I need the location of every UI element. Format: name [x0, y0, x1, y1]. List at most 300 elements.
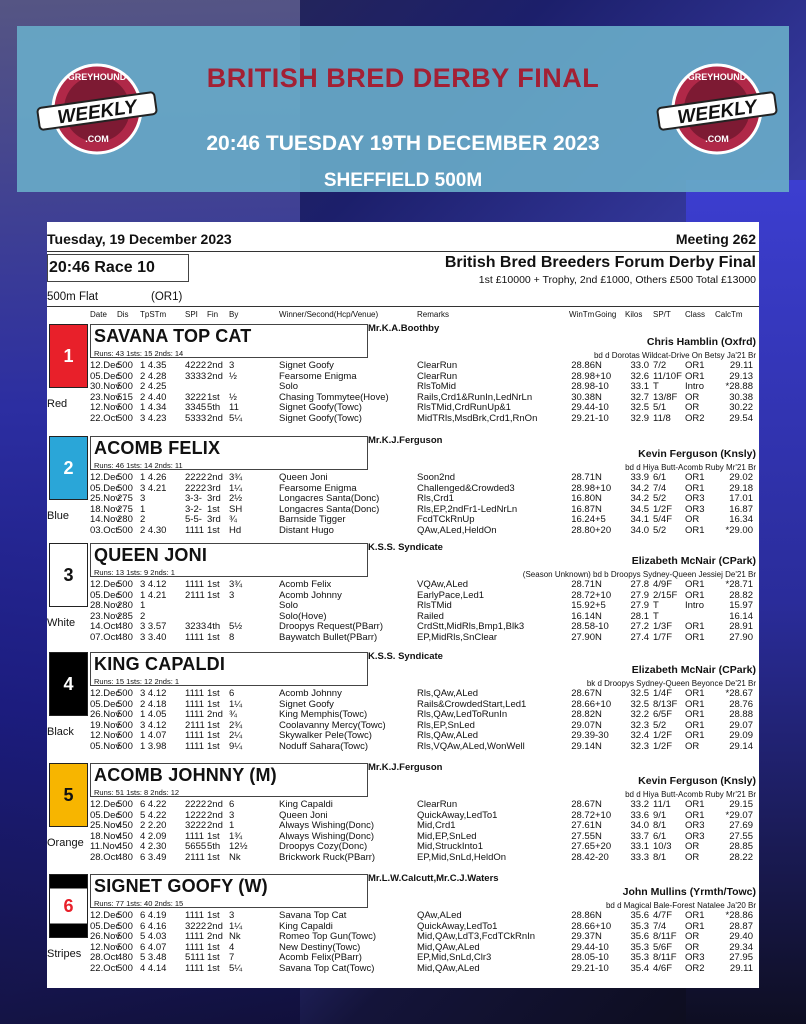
form-cell: Droopys Request(PBarr): [279, 621, 384, 632]
form-cell: 11/10F: [653, 370, 682, 382]
form-cell: 4/6F: [653, 962, 673, 974]
form-cell: 27.90: [571, 631, 595, 643]
greyhound-weekly-logo-left: [36, 58, 158, 156]
form-cell: N: [595, 360, 602, 371]
form-cell: 1 4.34: [140, 402, 167, 413]
form-cell: N: [595, 709, 602, 720]
form-cell: 32.3: [630, 740, 649, 752]
form-cell: 11/1: [653, 799, 671, 810]
form-cell: 34.5: [630, 503, 649, 515]
runner-name-box: [90, 436, 368, 470]
form-cell: 5/2: [653, 524, 667, 536]
form-cell: OR3: [685, 952, 705, 963]
column-header: By: [229, 310, 239, 319]
form-cell: OR1: [685, 799, 705, 810]
form-cell: 33.7: [630, 830, 649, 842]
form-cell: CrdStt,MidRls,Bmp1,Blk3: [417, 621, 525, 632]
form-cell: 1111: [185, 631, 205, 643]
form-cell: 2 4.40: [140, 391, 167, 403]
form-cell: 29.44: [571, 402, 595, 413]
form-cell: Solo: [279, 600, 299, 611]
form-cell: Solo(Hove): [279, 610, 327, 622]
form-row: [47, 953, 759, 964]
form-cell: N: [595, 688, 602, 699]
form-cell: 28.Nov: [90, 600, 121, 611]
breeding: bd d Dorotas Wildcat-Drive On Betsy Ja'21 Br: [593, 351, 756, 360]
form-cell: N: [595, 579, 602, 590]
form-cell: OR: [685, 514, 700, 525]
form-cell: OR1: [685, 360, 705, 371]
column-header: Fin: [207, 310, 219, 319]
form-cell: 27.9: [630, 600, 649, 611]
form-cell: 1/2F: [653, 740, 673, 752]
form-cell: 34.2: [630, 493, 649, 504]
form-cell: 28.98: [571, 482, 595, 494]
form-cell: 2nd: [207, 799, 223, 810]
card-date: Tuesday, 19 December 2023: [47, 231, 232, 247]
trap-colour: White: [47, 617, 76, 629]
form-cell: 28.72: [571, 809, 595, 821]
form-cell: 1222: [185, 809, 207, 821]
form-cell: 22.Oct: [90, 962, 118, 974]
banner-venue: SHEFFIELD 500M: [323, 170, 483, 191]
form-cell: +20: [595, 841, 612, 852]
form-cell: 3-3-: [185, 493, 202, 504]
form-cell: 1st: [207, 719, 220, 731]
form-cell: -10: [595, 621, 609, 632]
form-cell: 29.54: [729, 412, 753, 424]
form-cell: 5¼: [229, 412, 243, 424]
form-cell: Savana Top Cat(Towc): [279, 962, 375, 974]
form-cell: 05.Dec: [90, 370, 121, 382]
form-cell: 2111: [185, 719, 205, 731]
form-cell: 1111: [185, 962, 205, 974]
form-cell: 1¼: [229, 920, 243, 932]
form-cell: 1st: [207, 941, 220, 953]
logo-top-text-right: GREYHOUND: [687, 72, 747, 82]
runner-name: QUEEN JONI: [94, 545, 208, 565]
form-cell: 22.Oct: [90, 412, 118, 424]
form-cell: OR: [685, 402, 700, 413]
form-cell: 05.Dec: [90, 920, 121, 932]
form-cell: N: [595, 472, 602, 483]
form-cell: 28.1: [630, 610, 649, 622]
form-cell: 500: [117, 920, 133, 932]
owner: Mr.K.J.Ferguson: [368, 435, 443, 446]
form-cell: -10: [595, 412, 609, 424]
form-cell: OR1: [685, 920, 705, 932]
form-cell: 07.Oct: [90, 631, 118, 643]
form-cell: 1/3F: [653, 621, 673, 632]
breeding: bk d Droopys Sydney-Queen Beyonce De'21 Br: [586, 679, 756, 688]
column-header: Class: [685, 310, 706, 319]
form-cell: 6/1: [653, 830, 667, 842]
form-cell: 2/15F: [653, 589, 678, 601]
form-cell: Nk: [229, 851, 241, 863]
form-cell: 25.Nov: [90, 493, 121, 504]
form-cell: OR: [685, 931, 700, 942]
breeding: bd d Hiya Butt-Acomb Ruby Mr'21 Br: [625, 463, 756, 472]
form-cell: N: [595, 740, 602, 752]
form-cell: Railed: [417, 610, 444, 622]
form-cell: 2111: [185, 851, 205, 863]
form-cell: 480: [117, 621, 133, 632]
column-header: Going: [595, 310, 617, 319]
form-cell: -10: [595, 402, 609, 413]
form-cell: 05.Dec: [90, 589, 121, 601]
form-cell: OR2: [685, 962, 705, 974]
owner: Mr.K.J.Ferguson: [368, 762, 443, 773]
form-cell: N: [595, 610, 602, 622]
form-cell: 1: [229, 820, 235, 831]
form-cell: 4th: [207, 621, 221, 632]
form-cell: 27.9: [630, 589, 649, 601]
form-cell: OR3: [685, 493, 705, 504]
form-cell: Intro: [685, 381, 705, 392]
form-cell: 4/9F: [653, 579, 673, 590]
form-cell: King Capaldi: [279, 799, 333, 810]
form-cell: 16.80: [571, 493, 595, 504]
form-cell: N: [595, 799, 602, 810]
form-cell: Acomb Johnny: [279, 688, 342, 699]
form-cell: 32.4: [630, 730, 649, 741]
form-cell: 7: [229, 952, 235, 963]
form-cell: 28.98: [571, 381, 595, 392]
form-cell: 6 4.07: [140, 941, 167, 953]
form-cell: 28.82: [729, 589, 753, 601]
form-cell: 12.Nov: [90, 941, 121, 953]
form-cell: ¾: [229, 709, 237, 720]
form-cell: 29.11: [729, 962, 753, 974]
form-cell: 12.Nov: [90, 730, 121, 741]
form-cell: 2nd: [207, 920, 223, 932]
form-cell: 2nd: [207, 809, 223, 821]
form-cell: Queen Joni: [279, 809, 328, 821]
trap-colour: Red: [47, 398, 68, 410]
runner-name-box: [90, 874, 368, 908]
owner: Mr.K.A.Boothby: [368, 323, 440, 334]
form-cell: Skywalker Pele(Towc): [279, 730, 372, 741]
race-distance: 500m Flat: [47, 291, 99, 303]
form-cell: 1 4.21: [140, 589, 167, 601]
form-cell: 18.Nov: [90, 830, 121, 842]
runner-name: KING CAPALDI: [94, 654, 226, 674]
logo-main-text-right: WEEKLY: [676, 96, 759, 129]
form-cell: *28.86: [725, 910, 753, 921]
form-cell: 1¼: [229, 482, 243, 494]
form-cell: 3rd: [207, 514, 221, 525]
form-cell: 32.9: [630, 412, 649, 424]
meeting-number: Meeting 262: [675, 231, 756, 247]
form-cell: 5/4F: [653, 514, 673, 525]
form-cell: Brickwork Ruck(PBarr): [279, 851, 376, 863]
form-cell: 2nd: [207, 370, 223, 382]
form-cell: 2 2.20: [140, 820, 167, 831]
form-cell: 32.7: [630, 391, 649, 403]
form-cell: 29.39: [571, 730, 595, 741]
form-cell: 1st: [207, 631, 220, 643]
form-cell: 28.42: [571, 851, 595, 863]
form-cell: OR1: [685, 698, 705, 710]
racecard: [47, 222, 759, 988]
trap-number-5: 5: [49, 763, 88, 827]
form-cell: 28.87: [729, 920, 753, 932]
form-cell: OR: [685, 841, 700, 852]
form-cell: 500: [117, 360, 133, 371]
form-cell: 275: [117, 493, 133, 504]
form-cell: 500: [117, 524, 133, 536]
form-cell: 29.15: [729, 799, 753, 810]
form-cell: 29.34: [729, 941, 753, 953]
breeding: (Season Unknown) bd b Droopys Sydney-Queen Jessiej De'21 Br: [522, 570, 756, 579]
column-header: SP/T: [653, 310, 671, 319]
form-cell: 16.87: [729, 503, 753, 515]
form-cell: 32.3: [630, 719, 649, 731]
form-cell: Baywatch Bullet(PBarr): [279, 631, 378, 643]
form-cell: 28.67: [571, 688, 595, 699]
column-header: CalcTm: [715, 310, 743, 319]
banner-title: BRITISH BRED DERBY FINAL: [206, 63, 600, 93]
trap-number-6: 6: [49, 874, 88, 938]
form-cell: Acomb Felix: [279, 579, 332, 590]
form-cell: 5333: [185, 412, 207, 424]
runner-stats: Runs: 77 1sts: 40 2nds: 15: [94, 899, 184, 908]
form-cell: 05.Nov: [90, 740, 121, 752]
form-cell: 3rd: [207, 493, 221, 504]
form-cell: +10: [595, 920, 612, 932]
form-cell: 8: [229, 631, 235, 643]
form-cell: T: [653, 600, 659, 611]
form-row: [47, 414, 759, 425]
form-cell: -10: [595, 952, 609, 963]
form-cell: 2: [140, 514, 146, 525]
form-cell: 25.Nov: [90, 820, 121, 831]
form-cell: 1111: [185, 579, 205, 590]
form-cell: 15.97: [729, 600, 753, 611]
form-cell: Distant Hugo: [279, 524, 334, 536]
form-cell: OR1: [685, 579, 705, 590]
form-cell: 1/4F: [653, 688, 673, 699]
form-cell: N: [595, 391, 602, 403]
breeding: bd d Hiya Butt-Acomb Ruby Mr'21 Br: [625, 790, 756, 799]
form-cell: 26.Nov: [90, 931, 121, 942]
form-cell: Mid,QAw,ALed: [417, 962, 480, 974]
form-cell: 500: [117, 579, 133, 590]
form-cell: Signet Goofy(Towc): [279, 412, 362, 424]
form-cell: 1/7F: [653, 631, 673, 643]
form-cell: 2nd: [207, 931, 223, 942]
form-cell: OR: [685, 851, 700, 863]
form-cell: 2nd: [207, 820, 223, 831]
form-row: [47, 580, 759, 591]
form-cell: OR: [685, 740, 700, 752]
form-cell: 16.24: [571, 514, 595, 525]
trainer: Chris Hamblin (Oxfrd): [646, 336, 756, 348]
form-cell: 500: [117, 931, 133, 942]
form-cell: 275: [117, 503, 133, 515]
form-cell: 27.55: [571, 830, 595, 842]
trap-colour: Orange: [47, 837, 84, 849]
form-cell: FcdTCkRnUp: [417, 514, 475, 525]
form-cell: 2½: [229, 493, 243, 504]
form-cell: 5¼: [229, 962, 243, 974]
form-cell: 2nd: [207, 412, 223, 424]
form-cell: 16.14: [571, 610, 595, 622]
form-row: [47, 800, 759, 811]
form-cell: 12.Nov: [90, 402, 121, 413]
form-cell: 32.5: [630, 698, 649, 710]
form-cell: 28.05: [571, 952, 595, 963]
race-name: British Bred Breeders Forum Derby Final: [444, 254, 756, 271]
runner-stats: Runs: 13 1sts: 9 2nds: 1: [94, 568, 175, 577]
form-cell: 1 3.98: [140, 740, 167, 752]
form-cell: 27.55: [729, 830, 753, 842]
form-cell: 6/5F: [653, 709, 673, 720]
form-cell: 6 4.22: [140, 799, 167, 810]
form-cell: 34.0: [630, 820, 649, 831]
form-cell: 6/1: [653, 472, 667, 483]
form-cell: EP,Mid,SnLd,Clr3: [417, 952, 492, 963]
form-cell: 5 3.48: [140, 952, 167, 963]
form-cell: Droopys Cozy(Donc): [279, 841, 368, 852]
form-cell: OR1: [685, 631, 705, 643]
form-cell: 7/4: [653, 482, 667, 494]
form-cell: 2222: [185, 482, 207, 494]
form-cell: 8/11F: [653, 952, 677, 963]
form-cell: OR1: [685, 472, 705, 483]
form-cell: 05.Dec: [90, 809, 121, 821]
form-cell: 3333: [185, 370, 207, 382]
form-cell: 4 4.14: [140, 962, 167, 974]
form-cell: Noduff Sahara(Towc): [279, 740, 369, 752]
form-cell: 03.Oct: [90, 524, 118, 536]
form-cell: 1111: [185, 941, 205, 953]
form-cell: 30.22: [729, 402, 753, 413]
form-cell: N: [595, 493, 602, 504]
runner-name: ACOMB JOHNNY (M): [94, 765, 277, 785]
form-cell: 5655: [185, 841, 207, 852]
form-cell: 450: [117, 841, 133, 852]
form-cell: 2¼: [229, 730, 243, 741]
form-cell: 1st: [207, 740, 220, 752]
form-cell: 3: [229, 589, 235, 601]
form-cell: 26.Nov: [90, 709, 121, 720]
runner-stats: Runs: 43 1sts: 15 2nds: 14: [94, 349, 184, 358]
column-header: Dis: [117, 310, 129, 319]
form-cell: 7/2: [653, 360, 667, 371]
form-cell: 34.2: [630, 482, 649, 494]
form-cell: 13/8F: [653, 391, 678, 403]
form-row: [47, 964, 759, 975]
form-cell: ClearRun: [417, 799, 458, 810]
form-cell: 2 4.25: [140, 381, 167, 392]
form-cell: 500: [117, 730, 133, 741]
form-cell: 500: [117, 482, 133, 494]
form-cell: OR1: [685, 709, 705, 720]
form-cell: 1111: [185, 688, 205, 699]
form-cell: Rls,VQAw,ALed,WonWell: [417, 740, 525, 752]
form-cell: QuickAway,LedTo1: [417, 920, 498, 932]
form-cell: Chasing Tommytee(Hove): [279, 391, 389, 403]
form-cell: OR1: [685, 589, 705, 601]
form-cell: 27.8: [630, 579, 649, 590]
form-cell: 28.Oct: [90, 952, 118, 963]
form-cell: 16.14: [729, 610, 753, 622]
logo-bottom-text-left: .COM: [85, 134, 109, 144]
form-cell: 05.Dec: [90, 698, 121, 710]
form-cell: 12.Dec: [90, 360, 121, 371]
form-cell: 1¾: [229, 830, 243, 842]
form-cell: 12.Dec: [90, 799, 121, 810]
trap-number-1: 1: [49, 324, 88, 388]
form-cell: 27.2: [630, 621, 649, 632]
form-cell: 35.3: [630, 920, 649, 932]
form-cell: 29.21: [571, 962, 595, 974]
form-cell: 28.82: [571, 709, 595, 720]
form-cell: 19.Nov: [90, 719, 121, 731]
form-cell: 34.0: [630, 524, 649, 536]
form-cell: OR1: [685, 809, 705, 821]
form-cell: 29.09: [729, 730, 753, 741]
form-cell: ClearRun: [417, 360, 458, 371]
form-cell: +5: [595, 514, 606, 525]
form-cell: 28.67: [571, 799, 595, 810]
form-cell: 1st: [207, 952, 220, 963]
form-cell: 1/2F: [653, 730, 673, 741]
form-cell: 480: [117, 952, 133, 963]
logo-bottom-text-right: .COM: [705, 134, 729, 144]
form-cell: 2222: [185, 472, 207, 483]
form-cell: N: [595, 820, 602, 831]
form-cell: New Destiny(Towc): [279, 941, 361, 953]
form-cell: Rls,QAw,ALed: [417, 730, 479, 741]
form-cell: 29.14: [729, 740, 753, 752]
form-cell: RlsTMid,CrdRunUp&1: [417, 402, 511, 413]
banner-datetime: 20:46 TUESDAY 19TH DECEMBER 2023: [206, 132, 600, 155]
form-cell: 3rd: [207, 482, 221, 494]
form-cell: 1111: [185, 931, 205, 942]
form-cell: EarlyPace,Led1: [417, 589, 485, 601]
form-cell: Mid,QAw,ALed: [417, 941, 480, 953]
form-cell: 27.90: [729, 631, 753, 643]
form-cell: N: [595, 503, 602, 515]
trainer: John Mullins (Yrmth/Towc): [622, 886, 756, 898]
form-row: [47, 842, 759, 853]
form-cell: 8/1: [653, 851, 667, 863]
form-cell: Hd: [229, 524, 242, 536]
form-cell: 29.40: [729, 931, 753, 942]
form-cell: 12.Dec: [90, 688, 121, 699]
form-cell: King Capaldi: [279, 920, 333, 932]
form-cell: King Memphis(Towc): [279, 709, 368, 720]
form-row: [47, 853, 759, 864]
form-cell: 500: [117, 472, 133, 483]
form-cell: 6 4.19: [140, 910, 167, 921]
form-cell: 33.1: [630, 381, 649, 392]
form-cell: 450: [117, 820, 133, 831]
column-header: Winner/Second(Hcp/Venue): [279, 310, 379, 319]
form-cell: Rls,Crd1: [417, 493, 454, 504]
form-cell: 28.86: [571, 360, 595, 371]
form-cell: 05.Dec: [90, 482, 121, 494]
form-cell: 32.2: [630, 709, 649, 720]
form-cell: 5½: [229, 621, 243, 632]
form-cell: 28.72: [571, 589, 595, 601]
form-cell: +20: [595, 524, 612, 536]
form-cell: 3222: [185, 820, 207, 831]
form-cell: 4 2.09: [140, 830, 167, 842]
form-cell: 1st: [207, 830, 220, 842]
